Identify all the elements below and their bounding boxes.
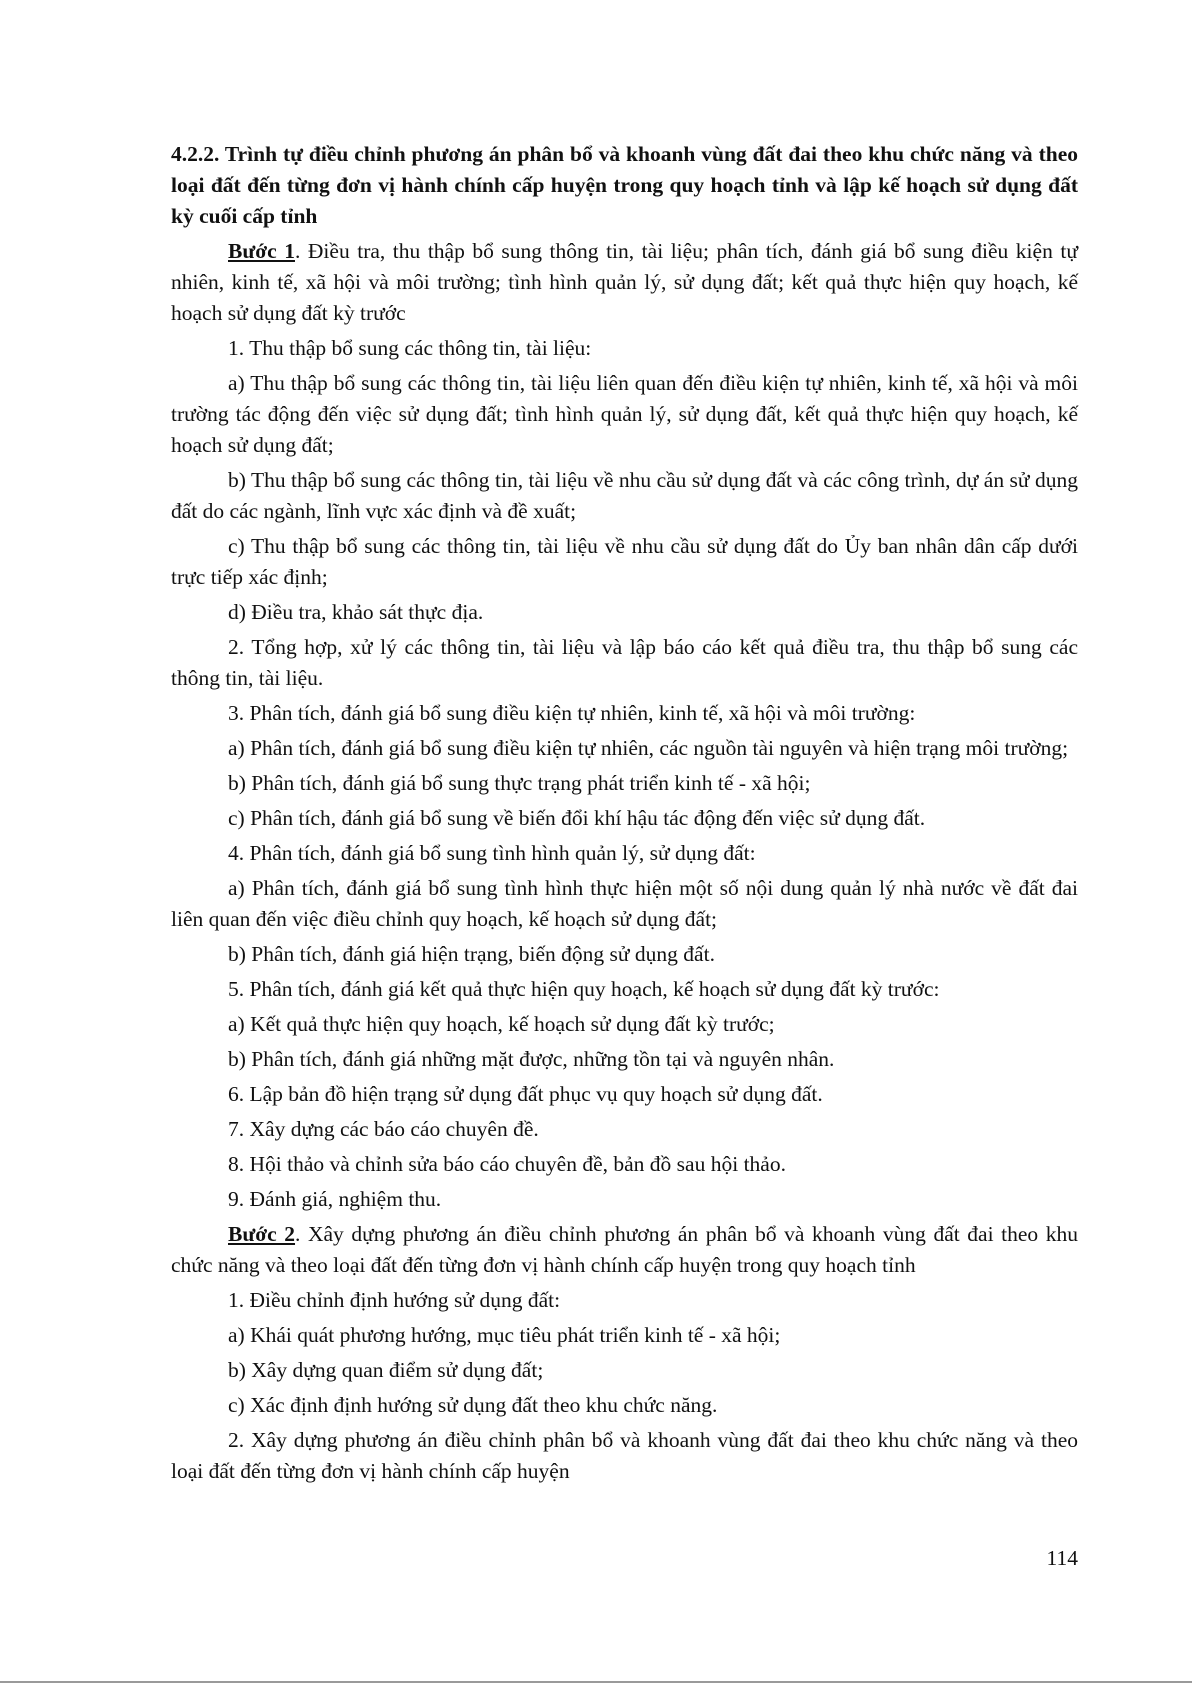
step-2-item: 1. Điều chỉnh định hướng sử dụng đất:: [228, 1288, 561, 1312]
step-1-item: 1. Thu thập bổ sung các thông tin, tài liệu:: [228, 336, 592, 360]
step-1-item: 9. Đánh giá, nghiệm thu.: [228, 1187, 442, 1211]
step-2-text: . Xây dựng phương án điều chỉnh phương án phân bổ và khoanh vùng đất đai theo khu chức năng và theo loại đất đến từng đơn vị hành chính cấp huyện trong quy hoạch tỉnh: [171, 1222, 1078, 1277]
step-1-item: a) Phân tích, đánh giá bổ sung tình hình thực hiện một số nội dung quản lý nhà nước về đất đai liên quan đến việc điều chỉnh quy hoạch, kế hoạch sử dụng đất;: [171, 876, 1078, 931]
step-2-item: c) Xác định định hướng sử dụng đất theo khu chức năng.: [228, 1393, 718, 1417]
step-1-item: 8. Hội thảo và chỉnh sửa báo cáo chuyên đề, bản đồ sau hội thảo.: [228, 1152, 786, 1176]
step-1-item: c) Phân tích, đánh giá bổ sung về biến đổi khí hậu tác động đến việc sử dụng đất.: [228, 806, 926, 830]
step-1-paragraph: [171, 236, 1078, 329]
page-number: 114: [1046, 1546, 1078, 1570]
step-2-item: a) Khái quát phương hướng, mục tiêu phát triển kinh tế - xã hội;: [228, 1323, 781, 1347]
page-bottom-divider: [0, 1681, 1192, 1683]
step-1-item: d) Điều tra, khảo sát thực địa.: [228, 600, 484, 624]
step-2-label: Bước 2: [228, 1222, 296, 1246]
step-1-item: b) Phân tích, đánh giá hiện trạng, biến động sử dụng đất.: [228, 942, 715, 966]
step-2-item: 2. Xây dựng phương án điều chỉnh phân bổ và khoanh vùng đất đai theo khu chức năng và theo loại đất đến từng đơn vị hành chính cấp huyện: [171, 1428, 1078, 1483]
step-1-label: Bước 1: [228, 239, 295, 263]
step-1-item: 6. Lập bản đồ hiện trạng sử dụng đất phục vụ quy hoạch sử dụng đất.: [228, 1082, 823, 1106]
step-1-item: b) Thu thập bổ sung các thông tin, tài liệu về nhu cầu sử dụng đất và các công trình, dự án sử dụng đất do các ngành, lĩnh vực xác định và đề xuất;: [171, 468, 1078, 523]
step-1-item: b) Phân tích, đánh giá những mặt được, những tồn tại và nguyên nhân.: [228, 1047, 835, 1071]
step-1-item: c) Thu thập bổ sung các thông tin, tài liệu về nhu cầu sử dụng đất do Ủy ban nhân dân cấp dưới trực tiếp xác định;: [171, 534, 1078, 589]
step-1-item: 5. Phân tích, đánh giá kết quả thực hiện quy hoạch, kế hoạch sử dụng đất kỳ trước:: [228, 977, 940, 1001]
step-1-item: 7. Xây dựng các báo cáo chuyên đề.: [228, 1117, 539, 1141]
step-1-item: a) Kết quả thực hiện quy hoạch, kế hoạch sử dụng đất kỳ trước;: [228, 1012, 775, 1036]
step-2-item: b) Xây dựng quan điểm sử dụng đất;: [228, 1358, 544, 1382]
step-1-item: 4. Phân tích, đánh giá bổ sung tình hình quản lý, sử dụng đất:: [228, 841, 756, 865]
step-1-text: . Điều tra, thu thập bổ sung thông tin, tài liệu; phân tích, đánh giá bổ sung điều kiện tự nhiên, kinh tế, xã hội và môi trường; tình hình quản lý, sử dụng đất; kết quả thực hiện quy hoạch, kế hoạch sử dụng đất kỳ trước: [171, 239, 1078, 325]
step-1-item: a) Thu thập bổ sung các thông tin, tài liệu liên quan đến điều kiện tự nhiên, kinh tế, xã hội và môi trường tác động đến việc sử dụng đất; tình hình quản lý, sử dụng đất, kết quả thực hiện quy hoạch, kế hoạch sử dụng đất;: [171, 371, 1078, 457]
step-2-paragraph: [171, 1219, 1078, 1281]
section-heading: 4.2.2. Trình tự điều chỉnh phương án phân bổ và khoanh vùng đất đai theo khu chức năng và theo loại đất đến từng đơn vị hành chính cấp huyện trong quy hoạch tỉnh và lập kế hoạch sử dụng đất kỳ cuối cấp tỉnh: [171, 142, 1078, 228]
step-1-item: 3. Phân tích, đánh giá bổ sung điều kiện tự nhiên, kinh tế, xã hội và môi trường:: [228, 701, 916, 725]
page-content: [171, 139, 1078, 1491]
step-1-item: 2. Tổng hợp, xử lý các thông tin, tài liệu và lập báo cáo kết quả điều tra, thu thập bổ sung các thông tin, tài liệu.: [171, 635, 1078, 690]
step-1-item: b) Phân tích, đánh giá bổ sung thực trạng phát triển kinh tế - xã hội;: [228, 771, 811, 795]
step-1-item: a) Phân tích, đánh giá bổ sung điều kiện tự nhiên, các nguồn tài nguyên và hiện trạng môi trường;: [228, 736, 1069, 760]
